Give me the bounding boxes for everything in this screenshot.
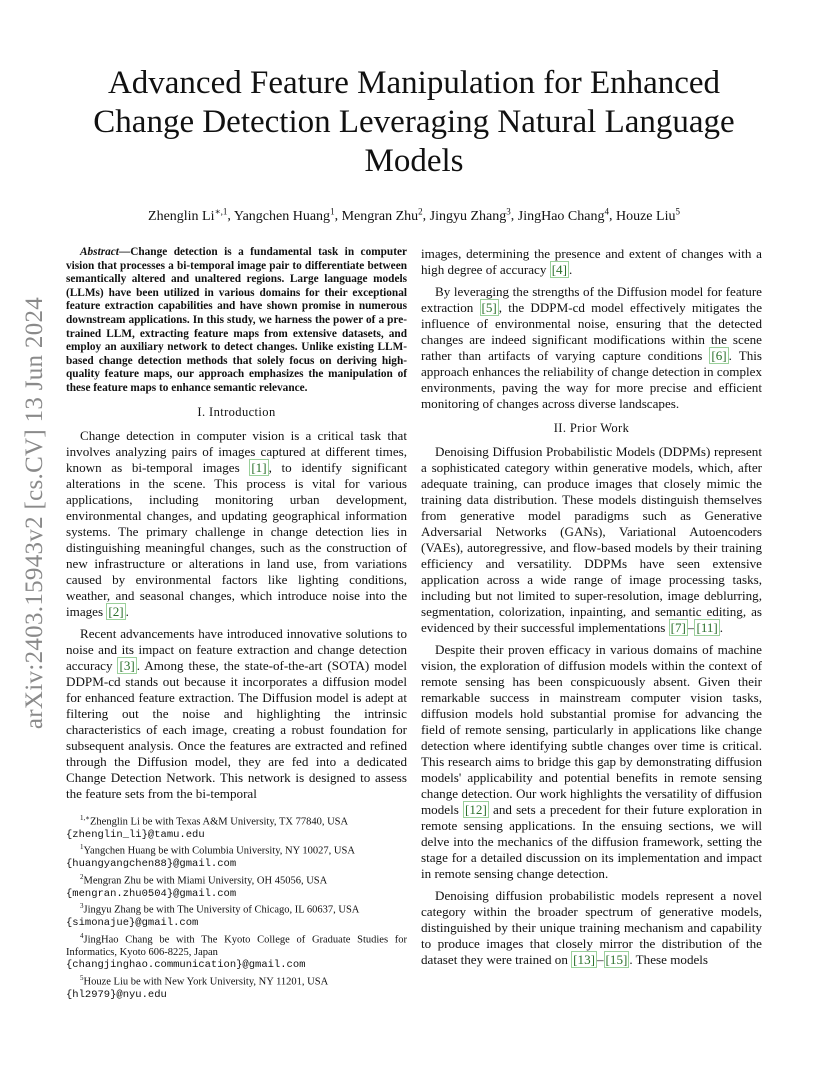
abstract-body: —Change detection is a fundamental task in computer vision that processes a bi-temporal image pair to differentiate between semantically altered and unaltered regions. Large language models (LLMs) have been utilized in various domains for their exceptional feature extraction capabilities and have shown promise in numerous downstream applications. In this study, we harness the power of a pre-trained LLM, extracting feature maps from extensive datasets, and employ an auxiliary network to detect changes. Unlike existing LLM-based change detection methods that solely focus on deriving high-quality feature maps, our approach emphasizes the manipulation of these feature maps to enhance semantic relevance.	[66, 246, 407, 394]
author: Yangchen Huang$^1$	[233, 206, 335, 224]
prior-work-paragraph-2: Despite their proven efficacy in various domains of machine vision, the exploration of diffusion models within the context of remote sensing has been conspicuously absent. Given their remarkable success in mainstream computer vision tasks, diffusion models hold substantial promise for advancing the field of remote sensing, particularly in applications like change detection where identifying subtle changes over time is critical. This research aims to bridge this gap by demonstrating diffusion models' applicability and potential benefits in remote sensing change detection. Our work highlights the versatility of diffusion models [12] and sets a precedent for their future exploration in remote sensing applications. In the ensuing sections, we will delve into the mechanics of the diffusion framework, setting the stage for a detailed discussion on its implementation and impact in remote sensing change detection.	[421, 642, 762, 881]
section-heading-introduction: I. Introduction	[197, 404, 276, 419]
author: Jingyu Zhang$^3$	[429, 206, 511, 224]
citation-link[interactable]: [3]	[119, 657, 135, 673]
footnote: $^2$Mengran Zhu be with Miami University, OH 45056, USA {mengran.zhu0504}@gmail.com	[66, 872, 328, 900]
email: {hl2979}@nyu.edu	[66, 988, 167, 1001]
author: JingHao Chang$^4$	[517, 206, 609, 224]
citation-link[interactable]: [1]	[251, 459, 267, 475]
citation-link[interactable]: [2]	[108, 603, 124, 619]
footnote: $^{1,∗}$Zhenglin Li be with Texas A&M University, TX 77840, USA {zhenglin_li}@tamu.edu	[66, 813, 349, 841]
email: {mengran.zhu0504}@gmail.com	[66, 887, 237, 900]
prior-work-paragraph-3: Denoising diffusion probabilistic models represent a novel category within the broader spectrum of generative models, distinguished by their unique training mechanism and capability to produce images that closely mirror the distribution of the dataset they were trained on [13] – [15] . These models	[421, 888, 762, 967]
right-column	[421, 246, 762, 968]
footnote: $^5$Houze Liu be with New York University, NY 11201, USA {hl2979}@nyu.edu	[66, 973, 329, 1001]
citation-link[interactable]: [5]	[481, 300, 497, 315]
arxiv-identifier: arXiv:2403.15943v2 [cs.CV] 13 Jun 2024	[21, 296, 49, 730]
arxiv-identifier-stamp	[22, 258, 48, 768]
intro-paragraph-3: By leveraging the strengths of the Diffusion model for feature extraction [5] , the DDPM-cd model effectively mitigates the influence of environmental noise, ensuring that the detected changes are indeed significant modifications within the scene rather than artifacts of varying capture conditions [6] . This approach enhances the reliability of change detection in complex environments, paving the way for more precise and efficient monitoring of changes across diverse landscapes.	[421, 284, 763, 411]
email: {zhenglin_li}@tamu.edu	[66, 828, 205, 841]
footnote: $^4$JingHao Chang be with The Kyoto College of Graduate Studies for Informatics, Kyoto 606-8225, Japan {changjinghao.communication}@gmail.com	[66, 931, 407, 972]
abstract	[66, 246, 407, 396]
author-footnotes	[66, 812, 407, 1002]
author-list: Zhenglin $Li^{∗,1}$, Yangchen Huang$^1$, Mengran Zhu$^2$, Jingyu Zhang$^3$, JingHao Chang$^4$, Houze Liu$^5$	[148, 206, 680, 224]
citation-link[interactable]: [7]	[670, 620, 686, 635]
author: Houze Liu$^5$	[615, 206, 680, 224]
citation-link[interactable]: [4]	[551, 262, 567, 277]
abstract-label: Abstract	[80, 246, 119, 258]
email: {huangyangchen88}@gmail.com	[66, 858, 237, 871]
intro-paragraph-2: Recent advancements have introduced innovative solutions to noise and its impact on feature extraction and change detection accuracy [3] . Among these, the state-of-the-art (SOTA) model DDPM-cd stands out because it incorporates a diffusion model for enhanced feature extraction. The Diffusion model is adept at filtering out the noise and highlighting the intrinsic characteristics of each image, creating a robust foundation for subsequent analysis. Once the features are extracted and refined through the Diffusion model, they are fed into a dedicated Change Detection Network. This network is designed to assess the feature sets from the bi-temporal	[66, 625, 407, 801]
author: Zhenglin $Li^{∗,1}$	[148, 206, 228, 224]
citation-link[interactable]: [6]	[711, 348, 727, 363]
prior-work-paragraph-1: Denoising Diffusion Probabilistic Models (DDPMs) represent a sophisticated category within generative models, which, after adequate training, can produce images that closely mimic the training data distribution. These models distinguish themselves from generative model paradigms such as Generative Adversarial Networks (GANs), Variational Autoencoders (VAEs), autoregressive, and flow-based models by their training efficiency and versatility. DDPMs have seen extensive application across a wide range of image processing tasks, including but not limited to super-resolution, image deblurring, segmentation, colorization, inpainting, and semantic editing, as evidenced by their successful implementations [7] – [11] .	[421, 444, 762, 635]
author: Mengran Zhu$^2$	[341, 206, 423, 224]
intro-paragraph-2-continued: images, determining the presence and extent of changes with a high degree of accuracy [4] .	[421, 246, 762, 277]
section-heading-prior-work: II. Prior Work	[553, 421, 630, 435]
email: {simonajue}@gmail.com	[66, 917, 199, 930]
citation-link[interactable]: [13]	[573, 952, 595, 967]
citation-link[interactable]: [12]	[465, 802, 487, 817]
paper-title: Advanced Feature Manipulation for Enhanced Change Detection Leveraging Natural Language Models	[93, 65, 735, 179]
citation-link[interactable]: [15]	[605, 952, 628, 967]
footnote: $^1$Yangchen Huang be with Columbia University, NY 10027, USA {huangyangchen88}@gmail.com	[66, 843, 355, 871]
email: {changjinghao.communication}@gmail.com	[66, 959, 306, 972]
intro-paragraph-1: Change detection in computer vision is a critical task that involves analyzing pairs of images captured at different times, known as bi-temporal images [1] , to identify significant alterations in the scene. This process is vital for various applications, including monitoring urban development, environmental changes, and updating geographical information systems. The primary challenge in change detection lies in distinguishing meaningful changes, such as the construction of new infrastructure or alterations in land use, from variations caused by environmental factors like lighting conditions, weather, and seasonal changes, which introduce noise into the images [2] .	[66, 427, 407, 619]
citation-link[interactable]: [11]	[696, 620, 718, 635]
left-column	[66, 246, 407, 1001]
footnote: $^3$Jingyu Zhang be with The University of Chicago, IL 60637, USA {simonajue}@gmail.com	[66, 902, 360, 930]
